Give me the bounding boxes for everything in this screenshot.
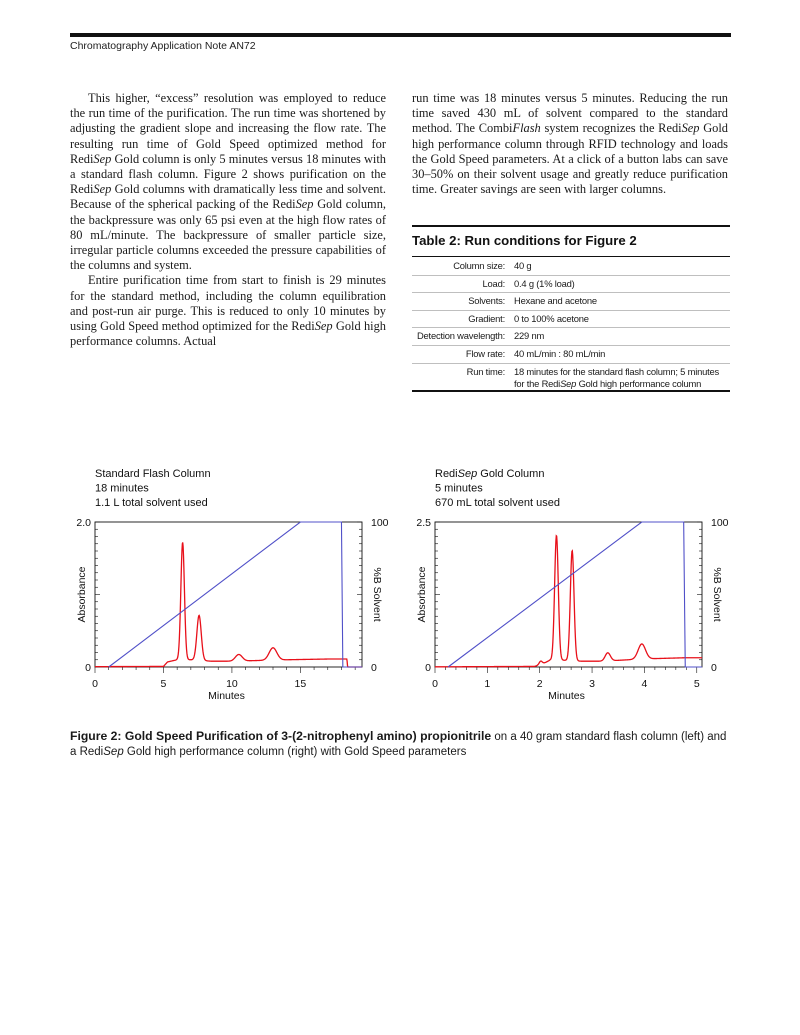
left-text-column (70, 91, 386, 349)
x-tick-label: 0 (92, 678, 98, 690)
y2-tick-label: 0 (711, 662, 717, 674)
chart-title-line: RediSep Gold Column (435, 468, 545, 480)
table-row (412, 363, 730, 393)
paragraph: This higher, “excess” resolution was employed to reduce the run time of the purification. The run time was shortened by adjusting the gradient slope and increasing the flow rate. The resulting run time of Gold Speed optimized method for RediSep Gold column is only 5 minutes versus 18 minutes with a standard flash column. Figure 2 shows purification on the RediSep Gold columns with dramatically less time and solvent. Because of the spherical packing of the RediSep Gold column, the backpressure was only 65 psi even at the high flow rates of 80 mL/minute. The backpressure of smaller particle size, irregular particle columns exceeded the pressure capabilities of the columns and system. (70, 91, 386, 273)
row-value: 18 minutes for the standard flash column; 5 minutes for the RediSep Gold high performance column (514, 365, 720, 390)
table-bottom-rule (412, 390, 730, 392)
x-axis-label: Minutes (548, 690, 585, 702)
y2-axis-label: %B Solvent (711, 567, 723, 622)
row-key: Gradient: (412, 310, 514, 328)
table-title: Table 2: Run conditions for Figure 2 (412, 233, 637, 248)
x-tick-label: 3 (589, 678, 595, 690)
figure-caption-body: on a 40 gram standard flash column (left) and a RediSep Gold high performance column (right) with Gold Speed parameters (70, 731, 727, 758)
x-tick-label: 2 (536, 678, 543, 690)
y-tick-label: 0 (85, 662, 91, 674)
chart-title-line: 1.1 L total solvent used (95, 497, 208, 509)
table-row (412, 275, 730, 293)
row-key: Run time: (466, 365, 505, 377)
x-tick-label: 10 (226, 678, 238, 690)
row-value: Hexane and acetone (514, 293, 730, 311)
table-row (412, 310, 730, 328)
y2-tick-label: 100 (371, 517, 389, 529)
run-conditions-table (412, 258, 730, 393)
series-line-solvent (109, 522, 362, 667)
row-value: 0.4 g (1% load) (514, 275, 730, 293)
y2-tick-label: 0 (371, 662, 377, 674)
x-tick-label: 1 (484, 678, 491, 690)
row-key: Solvents: (412, 293, 514, 311)
row-value: 40 g (514, 258, 730, 275)
x-tick-label: 5 (160, 678, 167, 690)
chart-standard-flash (60, 460, 400, 720)
series-line-solvent (448, 522, 702, 667)
paragraph: Entire purification time from start to finish is 29 minutes for the standard method, including the column equilibration and post-run air purge. This is reduced to only 10 minutes by using Gold Speed method optimized for the RediSep Gold high performance columns. Actual (70, 273, 386, 349)
chart-title-line: 18 minutes (95, 482, 149, 495)
x-axis-label: Minutes (208, 690, 245, 702)
figure-caption (70, 729, 730, 760)
chart-title-line: 670 mL total solvent used (435, 497, 560, 509)
chart-redisep-gold (400, 460, 740, 720)
series-line-absorbance (95, 542, 362, 667)
y-tick-label: 2.5 (416, 517, 431, 529)
row-key: Detection wavelength: (412, 328, 514, 346)
x-tick-label: 5 (693, 678, 700, 690)
table-row (412, 345, 730, 363)
y-axis-label: Absorbance (416, 566, 428, 623)
row-value: 229 nm (514, 328, 730, 346)
y-tick-label: 2.0 (76, 517, 91, 529)
y-axis-label: Absorbance (76, 566, 88, 623)
row-value: 0 to 100% acetone (514, 310, 730, 328)
x-tick-label: 15 (294, 678, 307, 690)
y-tick-label: 0 (425, 662, 431, 674)
row-key: Flow rate: (412, 345, 514, 363)
row-value: 40 mL/min : 80 mL/min (514, 345, 730, 363)
table-header-rule (412, 256, 730, 257)
table-row (412, 328, 730, 346)
running-header: Chromatography Application Note AN72 (70, 40, 256, 52)
x-tick-label: 4 (641, 678, 648, 690)
plot-frame (95, 522, 362, 667)
table-row (412, 293, 730, 311)
y2-axis-label: %B Solvent (371, 567, 383, 622)
row-key: Column size: (412, 258, 514, 275)
figure-caption-title: Figure 2: Gold Speed Purification of 3-(2-nitrophenyl amino) propionitrile (70, 729, 492, 743)
x-tick-label: 0 (432, 678, 438, 690)
row-key: Load: (412, 275, 514, 293)
paragraph: run time was 18 minutes versus 5 minutes. Reducing the run time saved 430 mL of solvent compared to the standard method. The CombiFlash system recognizes the RediSep Gold high performance column through RFID technology and loads the Gold Speed parameters. At a click of a button labs can save 30–50% on their solvent usage and greatly reduce purification time. Greater savings are seen with larger columns. (412, 91, 728, 197)
table-row (412, 258, 730, 275)
right-text-column (412, 91, 728, 197)
table-top-rule (412, 225, 730, 227)
y2-tick-label: 100 (711, 517, 729, 529)
header-rule (70, 33, 731, 37)
chart-title-line: 5 minutes (435, 482, 483, 495)
chart-title-line: Standard Flash Column (95, 468, 211, 480)
